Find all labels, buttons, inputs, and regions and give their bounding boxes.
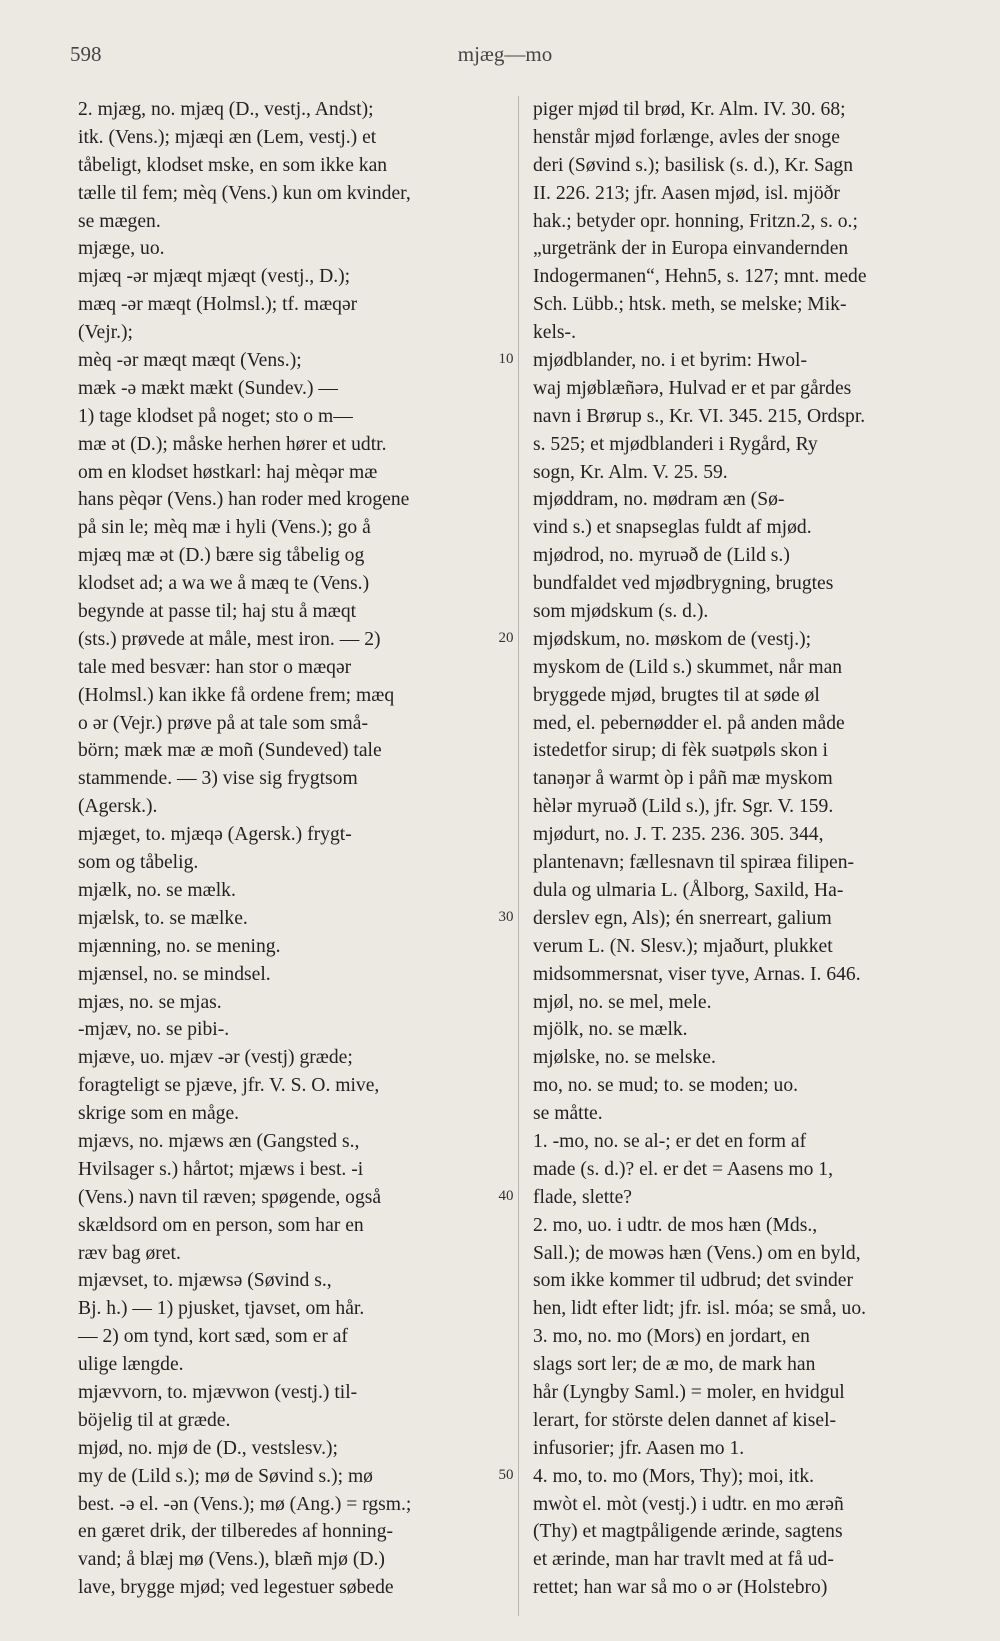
text-line: myskom de (Lild s.) skummet, når man [533, 656, 843, 678]
text-line: -mjæv, no. se pibi-. [78, 1019, 230, 1041]
text-line: mjødurt, no. J. T. 235. 236. 305. 344, [533, 824, 824, 846]
text-line: bryggede mjød, brugtes til at søde øl [533, 684, 820, 706]
text-line: Sch. Lübb.; htsk. meth, se melske; Mik- [533, 294, 847, 316]
text-line: bundfaldet ved mjødbrygning, brugtes [533, 573, 834, 595]
text-line: mjødskum, no. møskom de (vestj.); [533, 628, 812, 650]
text-line: börn; mæk mæ æ moñ (Sundeved) tale [78, 740, 382, 762]
text-line: Indogermanen“, Hehn5, s. 127; mnt. mede [533, 266, 867, 288]
text-line: mjøl, no. se mel, mele. [533, 991, 712, 1013]
text-line: made (s. d.)? el. er det = Aasens mo 1, [533, 1158, 833, 1180]
left-column [78, 96, 508, 1602]
text-line: plantenavn; fællesnavn til spiræa filipen- [533, 852, 855, 874]
text-line: lerart, for störste delen dannet af kisel- [533, 1409, 837, 1431]
text-line: foragteligt se pjæve, jfr. V. S. O. mive, [78, 1075, 380, 1097]
text-line: mjæge, uo. [78, 238, 165, 260]
text-line: deri (Søvind s.); basilisk (s. d.), Kr. Sagn [533, 154, 854, 176]
text-line: tale med besvær: han stor o mæqər [78, 656, 352, 678]
text-line: mjødrod, no. myruəð de (Lild s.) [533, 545, 790, 567]
text-line: mwòt el. mòt (vestj.) i udtr. en mo ærəñ [533, 1493, 844, 1515]
text-line: waj mjøblæñərə, Hulvad er et par gårdes [533, 377, 852, 399]
text-line: Hvilsager s.) hårtot; mjæws i best. -i [78, 1158, 364, 1180]
page-number: 598 [70, 42, 102, 66]
text-line: mæ ət (D.); måske herhen hører et udtr. [78, 433, 387, 455]
page-header [70, 42, 940, 72]
text-line: „urgetränk der in Europa einvandernden [533, 238, 849, 260]
text-line: mjæget, to. mjæqə (Agersk.) frygt- [78, 824, 352, 846]
text-line: begynde at passe til; haj stu å mæqt [78, 601, 357, 623]
text-line: på sin le; mèq mæ i hyli (Vens.); go å [78, 517, 371, 539]
column-divider [518, 96, 519, 1616]
text-line: Sall.); de mowəs hæn (Vens.) om en byld, [533, 1242, 861, 1264]
text-line: mjæq -ər mjæqt mjæqt (vestj., D.); [78, 266, 351, 288]
text-line: derslev egn, Als); én snerreart, galium [533, 907, 832, 929]
text-line: med, el. pebernødder el. på anden måde [533, 712, 845, 734]
text-line: II. 226. 213; jfr. Aasen mjød, isl. mjöðr [533, 182, 840, 204]
text-line: piger mjød til brød, Kr. Alm. IV. 30. 68; [533, 99, 846, 120]
text-line: mjævvorn, to. mjævwon (vestj.) til- [78, 1381, 358, 1403]
right-column [533, 96, 963, 1602]
text-line: mo, no. se mud; to. se moden; uo. [533, 1075, 799, 1097]
text-line: mæq -ər mæqt (Holmsl.); tf. mæqər [78, 294, 358, 316]
line-number: 10 [498, 351, 514, 368]
text-line: rettet; han war så mo o ər (Holstebro) [533, 1577, 828, 1599]
text-line: sogn, Kr. Alm. V. 25. 59. [533, 461, 728, 483]
text-line: (Holmsl.) kan ikke få ordene frem; mæq [78, 684, 395, 706]
text-line: böjelig til at græde. [78, 1409, 231, 1431]
text-line: slags sort ler; de æ mo, de mark han [533, 1354, 816, 1376]
text-line: om en klodset høstkarl: haj mèqər mæ [78, 461, 378, 483]
text-line: se mægen. [78, 210, 161, 232]
text-line: se måtte. [533, 1103, 603, 1125]
text-line: (Thy) et magtpåligende ærinde, sagtens [533, 1521, 843, 1543]
text-line: 3. mo, no. mo (Mors) en jordart, en [533, 1326, 810, 1348]
text-line: ræv bag øret. [78, 1242, 181, 1264]
line-number: 40 [498, 1188, 514, 1205]
text-line: som ikke kommer til udbrud; det svinder [533, 1270, 853, 1292]
text-line: tanəŋər å warmt òp i påñ mæ myskom [533, 768, 833, 790]
text-line: o ər (Vejr.) prøve på at tale som små- [78, 712, 368, 734]
text-line: — 2) om tynd, kort sæd, som er af [78, 1326, 348, 1348]
text-line: henstår mjød forlænge, avles der snoge [533, 126, 840, 148]
text-line: hen, lidt efter lidt; jfr. isl. móa; se små, uo. [533, 1298, 867, 1320]
text-line: hans pèqər (Vens.) han roder med krogene [78, 489, 410, 511]
text-line: vand; å blæj mø (Vens.), blæñ mjø (D.) [78, 1549, 385, 1571]
line-number: 50 [498, 1467, 514, 1484]
text-line: mjødblander, no. i et byrim: Hwol- [533, 350, 808, 372]
text-line: (Vens.) navn til ræven; spøgende, også [78, 1186, 382, 1208]
text-line: lave, brygge mjød; ved legestuer søbede [78, 1577, 394, 1599]
text-line: 2. mjæg, no. mjæq (D., vestj., Andst); [78, 99, 374, 120]
text-line: infusorier; jfr. Aasen mo 1. [533, 1437, 745, 1459]
text-line: (Agersk.). [78, 796, 158, 818]
text-line: klodset ad; a wa we å mæq te (Vens.) [78, 573, 370, 595]
text-line: mjælsk, to. se mælke. [78, 907, 248, 929]
text-line: skældsord om en person, som har en [78, 1214, 364, 1236]
text-line: som og tåbelig. [78, 852, 199, 874]
text-line: istedetfor sirup; di fèk suətpøls skon i [533, 740, 828, 762]
text-line: som mjødskum (s. d.). [533, 601, 709, 623]
text-line: tåbeligt, klodset mske, en som ikke kan [78, 154, 388, 176]
text-line: mjævset, to. mjæwsə (Søvind s., [78, 1270, 332, 1292]
text-line: verum L. (N. Slesv.); mjaðurt, plukket [533, 935, 833, 957]
text-line: 1. -mo, no. se al-; er det en form af [533, 1130, 807, 1152]
text-line: mjölk, no. se mælk. [533, 1019, 688, 1041]
text-line: mèq -ər mæqt mæqt (Vens.); [78, 350, 302, 372]
text-line: mjænsel, no. se mindsel. [78, 963, 271, 985]
text-line: en gæret drik, der tilberedes af honning- [78, 1521, 394, 1543]
text-line: flade, slette? [533, 1186, 633, 1208]
text-line: tælle til fem; mèq (Vens.) kun om kvinder, [78, 182, 411, 204]
text-line: stammende. — 3) vise sig frygtsom [78, 768, 358, 790]
text-line: (Vejr.); [78, 322, 133, 344]
text-line: hår (Lyngby Saml.) = moler, en hvidgul [533, 1381, 845, 1403]
text-line: 1) tage klodset på noget; sto o m— [78, 405, 353, 427]
text-line: mjæve, uo. mjæv -ər (vestj) græde; [78, 1047, 353, 1069]
text-line: hak.; betyder opr. honning, Fritzn.2, s. o.; [533, 210, 858, 232]
text-line: mjænning, no. se mening. [78, 935, 281, 957]
text-line: mjælk, no. se mælk. [78, 879, 236, 901]
text-line: mæk -ə mækt mækt (Sundev.) — [78, 377, 338, 399]
text-line: (sts.) prøvede at måle, mest iron. — 2) [78, 628, 381, 650]
text-line: best. -ə el. -ən (Vens.); mø (Ang.) = rgsm.; [78, 1493, 412, 1515]
line-number: 30 [498, 909, 514, 926]
text-line: midsommersnat, viser tyve, Arnas. I. 646. [533, 963, 861, 985]
text-line: mjæq mæ ət (D.) bære sig tåbelig og [78, 545, 365, 567]
text-line: mjævs, no. mjæws æn (Gangsted s., [78, 1130, 360, 1152]
text-line: 4. mo, to. mo (Mors, Thy); moi, itk. [533, 1465, 815, 1487]
line-number: 20 [498, 630, 514, 647]
text-line: vind s.) et snapseglas fuldt af mjød. [533, 517, 812, 539]
text-line: et ærinde, man har travlt med at få ud- [533, 1549, 834, 1571]
text-line: ulige længde. [78, 1354, 184, 1376]
text-line: hèlər myruəð (Lild s.), jfr. Sgr. V. 159. [533, 796, 834, 818]
text-line: my de (Lild s.); mø de Søvind s.); mø [78, 1465, 373, 1487]
running-head: mjæg—mo [457, 42, 553, 66]
text-line: itk. (Vens.); mjæqi æn (Lem, vestj.) et [78, 126, 377, 148]
text-line: dula og ulmaria L. (Ålborg, Saxild, Ha- [533, 879, 844, 901]
text-line: skrige som en måge. [78, 1103, 240, 1125]
text-line: mjøddram, no. mødram æn (Sø- [533, 489, 785, 511]
text-line: Bj. h.) — 1) pjusket, tjavset, om hår. [78, 1298, 365, 1320]
text-line: s. 525; et mjødblanderi i Rygård, Ry [533, 433, 818, 455]
text-line: 2. mo, uo. i udtr. de mos hæn (Mds., [533, 1214, 818, 1236]
text-line: mjølske, no. se melske. [533, 1047, 716, 1069]
text-line: kels-. [533, 322, 576, 344]
text-line: mjæs, no. se mjas. [78, 991, 222, 1013]
text-line: navn i Brørup s., Kr. VI. 345. 215, Ordspr. [533, 405, 866, 427]
text-line: mjød, no. mjø de (D., vestslesv.); [78, 1437, 338, 1459]
